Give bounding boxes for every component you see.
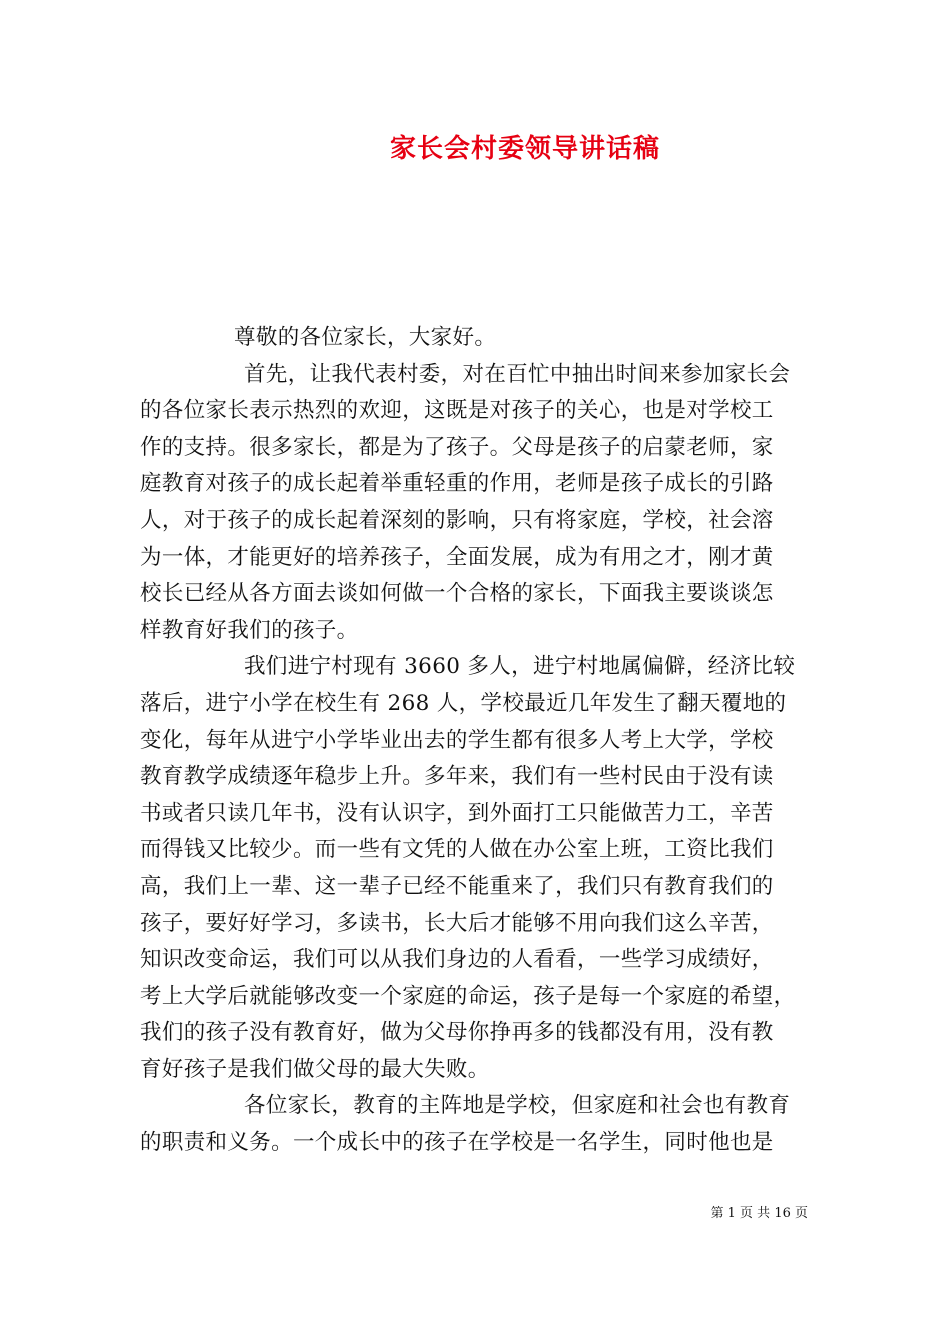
paragraph-line: 育好孩子是我们做父母的最大失败。 (140, 1056, 490, 1082)
paragraph-line: 作的支持。很多家长，都是为了孩子。父母是孩子的启蒙老师，家 (140, 434, 774, 460)
paragraph-line: 庭教育对孩子的成长起着举重轻重的作用，老师是孩子成长的引路 (140, 471, 774, 497)
paragraph-line: 教育教学成绩逐年稳步上升。多年来，我们有一些村民由于没有读 (140, 764, 774, 790)
paragraph-line: 而得钱又比较少。而一些有文凭的人做在办公室上班，工资比我们 (140, 837, 774, 863)
paragraph-line: 校长已经从各方面去谈如何做一个合格的家长，下面我主要谈谈怎 (140, 581, 774, 607)
paragraph-line: 考上大学后就能够改变一个家庭的命运，孩子是每一个家庭的希望， (140, 983, 796, 1009)
greeting-line: 尊敬的各位家长，大家好。 (234, 325, 497, 350)
paragraph-line: 为一体，才能更好的培养孩子，全面发展，成为有用之才，刚才黄 (140, 544, 774, 570)
paragraph-1 (140, 357, 815, 650)
paragraph-line: 我们进宁村现有 3660 多人，进宁村地属偏僻，经济比较 (244, 654, 796, 680)
paragraph-line: 知识改变命运，我们可以从我们身边的人看看，一些学习成绩好， (140, 947, 774, 973)
paragraph-line: 变化，每年从进宁小学毕业出去的学生都有很多人考上大学，学校 (140, 727, 774, 753)
paragraph-line: 孩子，要好好学习，多读书，长大后才能够不用向我们这么辛苦， (140, 910, 774, 936)
paragraph-2 (140, 649, 815, 1088)
paragraph-line: 样教育好我们的孩子。 (140, 617, 359, 643)
paragraph-line: 首先，让我代表村委，对在百忙中抽出时间来参加家长会 (244, 361, 791, 387)
document-title: 家长会村委领导讲话稿 (389, 134, 660, 164)
paragraph-3 (140, 1088, 815, 1161)
paragraph-line: 落后，进宁小学在校生有 268 人，学校最近几年发生了翻天覆地的 (140, 690, 787, 716)
paragraph-line: 的职责和义务。一个成长中的孩子在学校是一名学生，同时他也是 (140, 1130, 774, 1156)
paragraph-line: 书或者只读几年书，没有认识字，到外面打工只能做苦力工，辛苦 (140, 800, 774, 826)
paragraph-line: 人，对于孩子的成长起着深刻的影响，只有将家庭，学校，社会溶 (140, 507, 774, 533)
document-body (140, 320, 815, 1162)
paragraph-line: 的各位家长表示热烈的欢迎，这既是对孩子的关心，也是对学校工 (140, 398, 774, 424)
page-number: 第 1 页 共 16 页 (710, 1206, 808, 1221)
paragraph-line: 我们的孩子没有教育好，做为父母你挣再多的钱都没有用，没有教 (140, 1020, 774, 1046)
paragraph-line: 高，我们上一辈、这一辈子已经不能重来了，我们只有教育我们的 (140, 873, 774, 899)
paragraph-line: 各位家长，教育的主阵地是学校，但家庭和社会也有教育 (244, 1093, 791, 1119)
